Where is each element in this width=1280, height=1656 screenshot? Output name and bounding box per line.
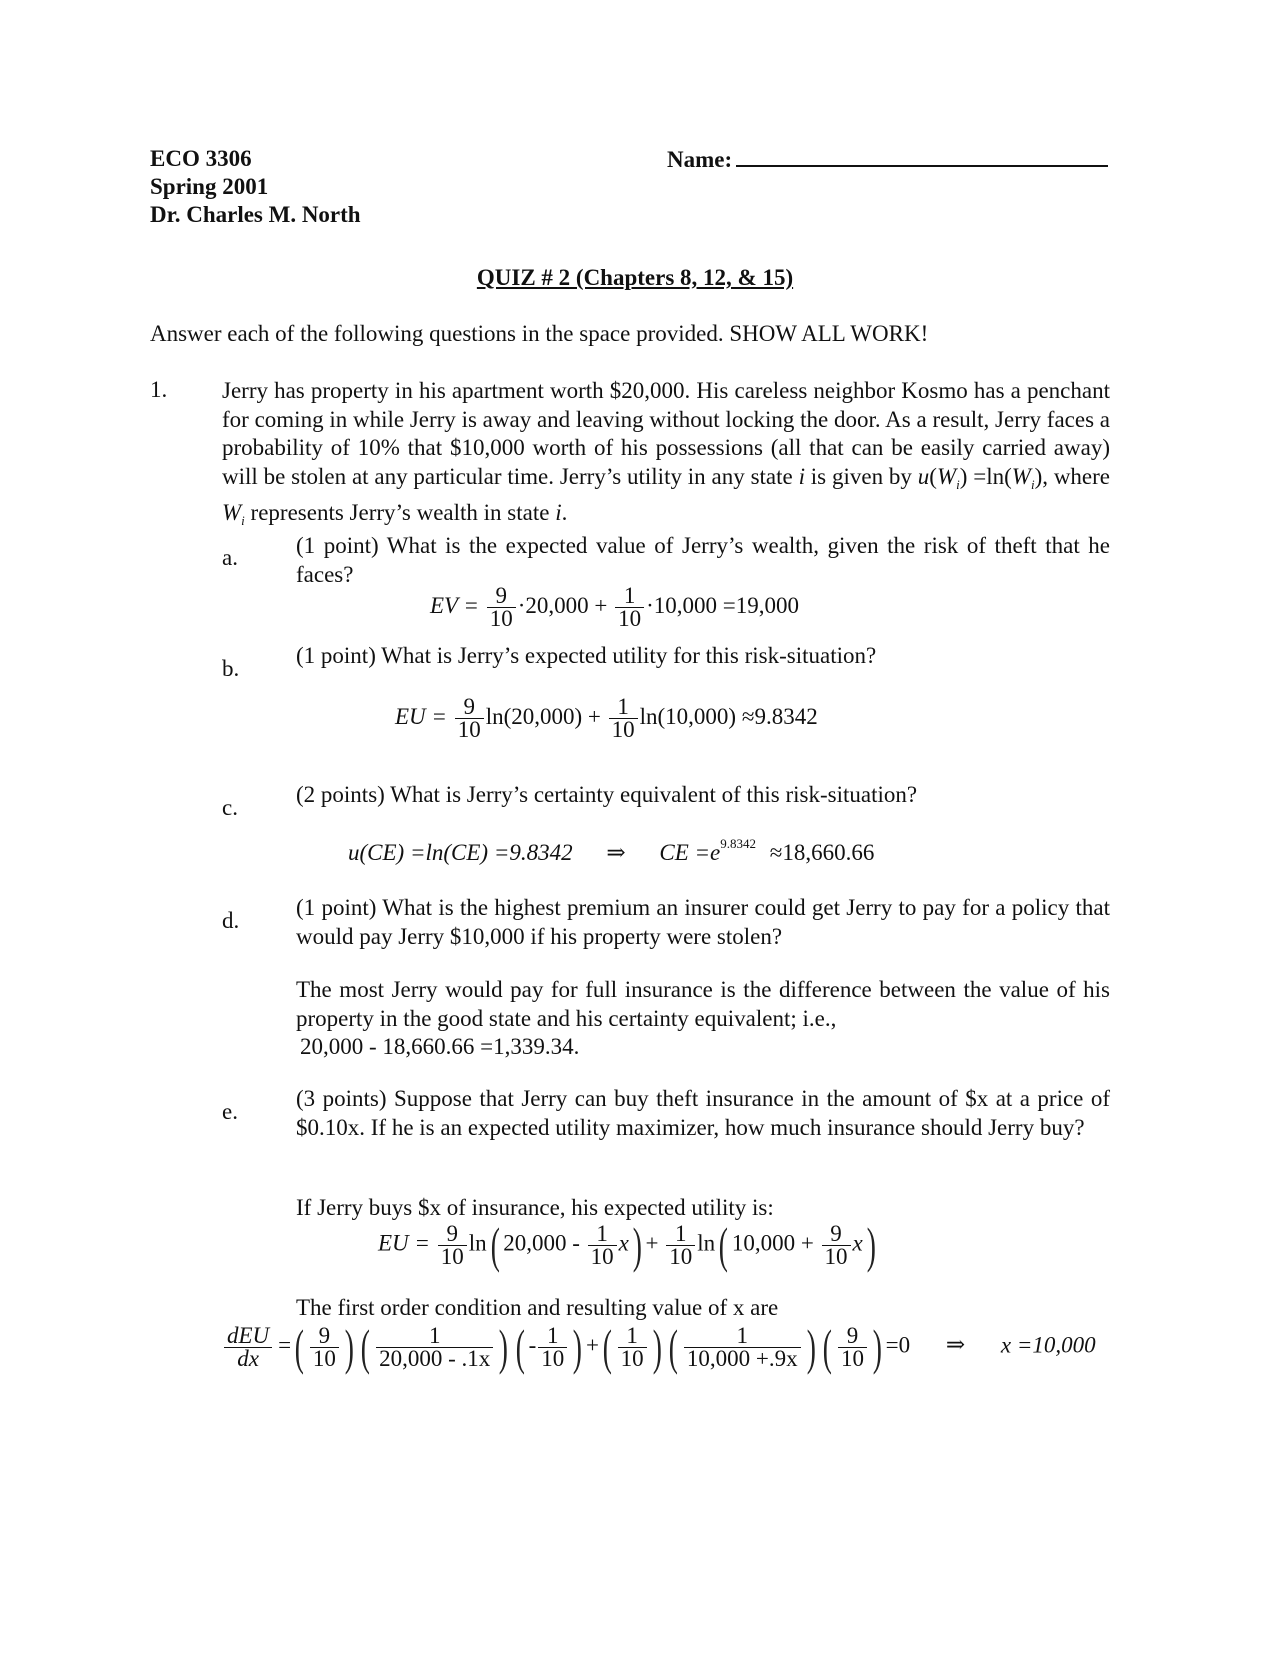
course-code: ECO 3306 xyxy=(150,146,252,171)
minus: - xyxy=(528,1332,537,1358)
part-e-answer-1: If Jerry buys $x of insurance, his expected utility is: xyxy=(296,1195,774,1220)
part-d-question: (1 point) What is the highest premium an insurer could get Jerry to pay for a policy that would pay Jerry $10,000 if his property were stolen? xyxy=(296,895,1110,949)
question-1-end: . xyxy=(561,500,568,525)
part-c-question: (2 points) What is Jerry’s certainty equivalent of this risk-situation? xyxy=(296,782,918,807)
part-c-equation xyxy=(348,836,874,866)
part-a-question: (1 point) What is the expected value of Jerry’s wealth, given the risk of theft that he faces? xyxy=(296,533,1110,587)
quiz-title: QUIZ # 2 (Chapters 8, 12, & 15) xyxy=(476,265,794,290)
denominator: 10 xyxy=(489,606,513,631)
ce-exponent: 9.8342 xyxy=(720,836,757,851)
fraction xyxy=(618,1322,647,1371)
part-b-label: b. xyxy=(222,656,240,681)
ce-left: u(CE) =ln(CE) =9.8342 xyxy=(348,840,573,865)
fraction xyxy=(588,1220,617,1269)
fraction xyxy=(455,696,484,741)
foc-result: x =10,000 xyxy=(1000,1332,1096,1358)
ce-value: ≈18,660.66 xyxy=(769,840,875,865)
eu-term-a: 20,000 - xyxy=(503,1230,580,1256)
denominator: 10 xyxy=(590,1243,614,1269)
plus: + xyxy=(585,1332,599,1358)
question-number: 1. xyxy=(150,377,168,402)
numerator: 1 xyxy=(684,1325,801,1348)
utility-function: $u(W_i) =\ln(W_i)$ xyxy=(917,463,1043,492)
state-variable: i xyxy=(798,463,805,489)
numerator: 9 xyxy=(838,1325,867,1348)
numerator: 1 xyxy=(618,1325,647,1348)
part-a-equation xyxy=(430,585,799,630)
numerator: 9 xyxy=(310,1325,339,1348)
name-label: Name: xyxy=(667,147,733,172)
numerator: 9 xyxy=(487,585,516,608)
denominator: 10 xyxy=(541,1345,565,1371)
derivative-fraction xyxy=(224,1322,272,1371)
eu-term-b: 10,000 + xyxy=(731,1230,814,1256)
plus: + xyxy=(645,1230,659,1256)
part-e-answer-2: The first order condition and resulting value of x are xyxy=(296,1295,779,1320)
denominator: 10,000 +.9x xyxy=(686,1345,798,1371)
denominator: 10 xyxy=(824,1243,848,1269)
fraction xyxy=(684,1322,801,1371)
name-blank[interactable] xyxy=(736,145,1108,167)
question-1-given: is given by xyxy=(810,463,912,489)
ev-term-2: ·10,000 =19,000 xyxy=(646,592,799,618)
fraction xyxy=(615,585,644,630)
question-1-represents: represents Jerry’s wealth in state xyxy=(250,500,550,525)
fraction xyxy=(376,1322,493,1371)
numerator: 9 xyxy=(455,696,484,719)
numerator: 1 xyxy=(666,1223,695,1246)
part-e-question: (3 points) Suppose that Jerry can buy theft insurance in the amount of $x at a price of $0.10x. If he is an expected utility maximizer, how much insurance should Jerry buy? xyxy=(296,1086,1110,1140)
fraction xyxy=(310,1322,339,1371)
fraction xyxy=(438,1220,467,1269)
instructions: Answer each of the following questions in the space provided. SHOW ALL WORK! xyxy=(150,321,929,346)
part-e-label: e. xyxy=(222,1099,238,1124)
eu-term-1: ln(20,000) + xyxy=(485,703,601,729)
fraction xyxy=(487,585,516,630)
question-1-where: , where xyxy=(1042,463,1111,489)
part-c-label: c. xyxy=(222,795,238,820)
instructor: Dr. Charles M. North xyxy=(150,202,361,227)
equals-zero: =0 xyxy=(885,1332,911,1358)
question-1-text xyxy=(222,377,1110,536)
part-e-eu-equation: EU = $\frac{9}{10}$ ln( 20,000 - $\frac{1}{10}$ x) + $\frac{1}{10}$ ln( 10,000 + $\frac{9}{10}$ x) xyxy=(378,1217,876,1273)
eu-lhs: EU = xyxy=(395,703,447,729)
fraction xyxy=(609,696,638,741)
denominator: 10 xyxy=(669,1243,693,1269)
fraction xyxy=(666,1220,695,1269)
wealth-variable: $W_i$ xyxy=(222,500,245,528)
denominator: dx xyxy=(237,1345,259,1371)
numerator: 9 xyxy=(822,1223,851,1246)
part-a-label: a. xyxy=(222,545,238,570)
implies-arrow: ⇒ xyxy=(945,1332,966,1358)
part-e-foc-equation: $\frac{\text{dEU}}{dx}$ =( $\frac{9}{10}$ ) ( $\frac{1}{20,000 - .1x}$ ) ( - $\frac{1}{10}$ ) +( $\frac{1}{10}$ ) ( $\frac{1}{10,000 +.9x}$ ) ( $\frac{9}{10}$ ) =0 ⇒ x =10,000 xyxy=(222,1322,1096,1372)
ev-lhs: EV = xyxy=(430,592,479,618)
part-d-answer-equation: 20,000 - 18,660.66 =1,339.34 xyxy=(300,1034,574,1059)
numerator: 9 xyxy=(438,1223,467,1246)
numerator: 1 xyxy=(615,585,644,608)
part-d-answer-text: The most Jerry would pay for full insurance is the difference between the value of his property in the good state and his certainty equivalent; i.e., xyxy=(296,977,1110,1031)
state-variable-2: i xyxy=(555,500,562,525)
numerator: 1 xyxy=(609,696,638,719)
denominator: 20,000 - .1x xyxy=(379,1345,491,1371)
implies-arrow: ⇒ xyxy=(606,840,626,865)
name-field[interactable] xyxy=(667,145,1108,174)
eu-term-2: ln(10,000) ≈9.8342 xyxy=(639,703,818,729)
question-1-body: Jerry has property in his apartment worth $20,000. His careless neighbor Kosmo has a penchant for coming in while Jerry is away and leaving without locking the door. As a result, Jerry faces a probability of 10% that $10,000 worth of his possessions (all that can be easily carried away) will be stolen at any particular time. Jerry’s utility in any state xyxy=(222,378,1110,489)
header-block xyxy=(150,145,361,229)
numerator: 1 xyxy=(588,1223,617,1246)
fraction xyxy=(822,1220,851,1269)
denominator: 10 xyxy=(440,1243,464,1269)
denominator: 10 xyxy=(457,717,481,742)
denominator: 10 xyxy=(620,1345,644,1371)
ln-2: ln xyxy=(697,1230,716,1256)
ce-right: CE =e xyxy=(659,840,721,865)
numerator: 1 xyxy=(376,1325,493,1348)
part-d-answer xyxy=(296,976,1110,1062)
ln-1: ln xyxy=(468,1230,487,1256)
numerator: dEU xyxy=(224,1325,272,1348)
part-b-question: (1 point) What is Jerry’s expected utility for this risk-situation? xyxy=(296,643,877,668)
denominator: 10 xyxy=(312,1345,336,1371)
part-d-answer-end: . xyxy=(573,1034,580,1059)
denominator: 10 xyxy=(840,1345,864,1371)
equals: = xyxy=(278,1332,292,1358)
x-var: x xyxy=(618,1230,629,1256)
denominator: 10 xyxy=(618,606,642,631)
fraction xyxy=(838,1322,867,1371)
fraction xyxy=(538,1322,567,1371)
eu-lhs: EU = xyxy=(378,1230,430,1256)
term: Spring 2001 xyxy=(150,174,269,199)
denominator: 10 xyxy=(611,717,635,742)
ev-term-1: ·20,000 + xyxy=(517,592,608,618)
numerator: 1 xyxy=(538,1325,567,1348)
part-d-label: d. xyxy=(222,908,240,933)
x-var: x xyxy=(852,1230,863,1256)
part-b-equation xyxy=(395,696,818,741)
